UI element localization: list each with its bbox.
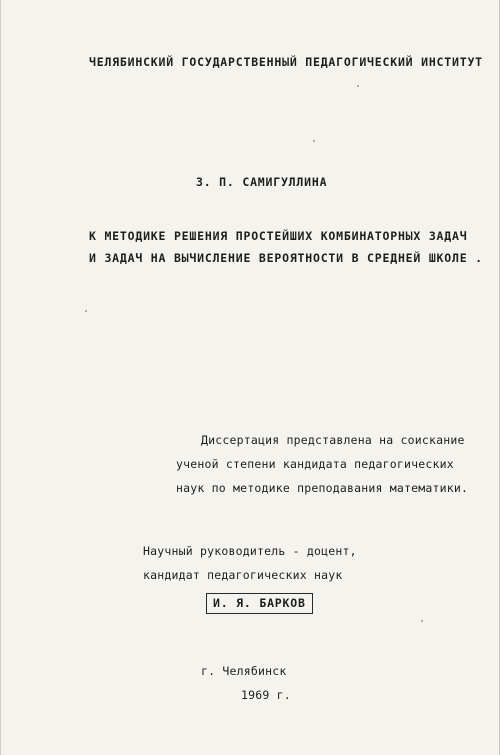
thesis-title-line-2: И ЗАДАЧ НА ВЫЧИСЛЕНИЕ ВЕРОЯТНОСТИ В СРЕДНЕЙ ШКОЛЕ .	[89, 251, 483, 265]
dissertation-statement-line-3: наук по методике преподавания математики.	[176, 481, 469, 495]
paper-speck	[313, 140, 315, 142]
supervisor-degree: кандидат педагогических наук	[143, 568, 343, 582]
paper-speck	[421, 620, 423, 622]
institute-name: ЧЕЛЯБИНСКИЙ ГОСУДАРСТВЕННЫЙ ПЕДАГОГИЧЕСКИЙ ИНСТИТУТ	[89, 55, 483, 69]
supervisor-name-box: И. Я. БАРКОВ	[206, 593, 313, 614]
year: 1969 г.	[241, 688, 291, 702]
paper-speck	[85, 310, 87, 312]
supervisor-role: Научный руководитель - доцент,	[143, 544, 357, 558]
dissertation-statement-line-2: ученой степени кандидата педагогических	[176, 457, 454, 471]
author-name: З. П. САМИГУЛЛИНА	[196, 175, 328, 189]
thesis-title-line-1: К МЕТОДИКЕ РЕШЕНИЯ ПРОСТЕЙШИХ КОМБИНАТОРНЫХ ЗАДАЧ	[89, 229, 468, 243]
dissertation-statement-line-1: Диссертация представлена на соискание	[201, 433, 465, 447]
city: г. Челябинск	[201, 664, 287, 678]
paper-speck	[357, 85, 359, 87]
